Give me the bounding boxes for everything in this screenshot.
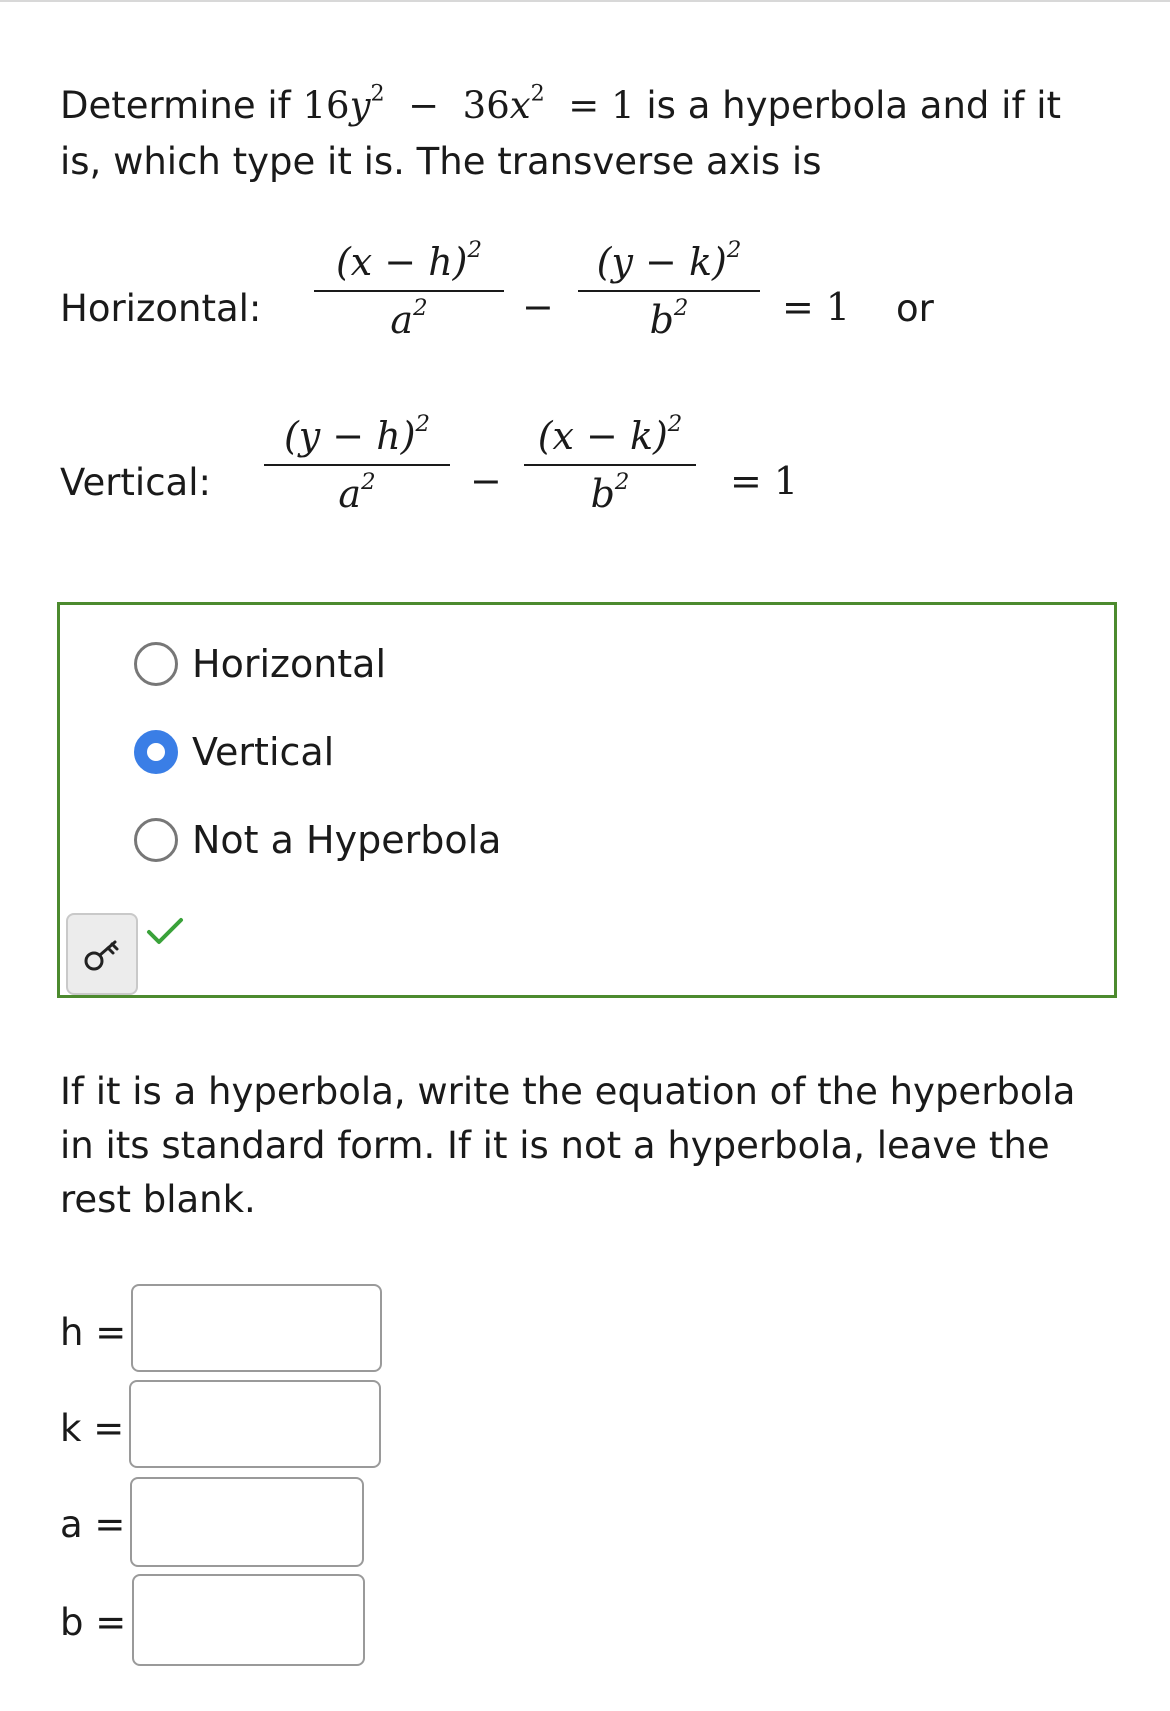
top-divider: [0, 0, 1170, 2]
question-suffix: is a hyperbola and if it: [646, 84, 1062, 127]
option-horizontal[interactable]: [134, 634, 386, 694]
vertical-num2: [524, 410, 696, 458]
radio-horizontal[interactable]: [134, 642, 178, 686]
horizontal-den2: [578, 294, 760, 342]
vertical-label: Vertical:: [60, 461, 211, 504]
fraction-bar: [264, 464, 450, 466]
vertical-equals: = 1: [730, 459, 799, 503]
horizontal-num2-text: (y − k): [596, 240, 727, 284]
vertical-den1-exp: 2: [361, 468, 376, 495]
instructions-line-2: in its standard form. If it is not a hyperbola, leave the: [60, 1124, 1050, 1167]
eq-equals: =: [568, 84, 600, 127]
a-label: a =: [60, 1503, 126, 1546]
eq-var2: x: [509, 84, 531, 127]
vertical-fraction-1: [264, 410, 450, 516]
vertical-minus: −: [470, 459, 502, 503]
check-icon: [146, 916, 184, 946]
option-horizontal-label: Horizontal: [192, 642, 387, 686]
radio-not-hyperbola[interactable]: [134, 818, 178, 862]
h-input[interactable]: [131, 1284, 382, 1372]
key-icon: [82, 934, 122, 974]
a-input[interactable]: [130, 1477, 364, 1567]
option-not-hyperbola[interactable]: [134, 810, 501, 870]
horizontal-num2-exp: 2: [726, 236, 742, 263]
horizontal-num1-exp: 2: [467, 236, 483, 263]
horizontal-fraction-1: [314, 236, 504, 342]
radio-vertical[interactable]: [134, 730, 178, 774]
eq-coef2: 36: [462, 84, 510, 127]
vertical-num1-exp: 2: [415, 410, 431, 437]
question-line-1: [60, 78, 1061, 133]
vertical-den2: [524, 468, 696, 516]
vertical-den2-text: b: [590, 472, 615, 516]
fraction-bar: [314, 290, 504, 292]
horizontal-den1-text: a: [390, 298, 414, 342]
eq-var1: y: [349, 84, 371, 127]
fraction-bar: [578, 290, 760, 292]
eq-minus: −: [408, 84, 440, 127]
eq-exp1: 2: [370, 80, 385, 107]
horizontal-den1: [314, 294, 504, 342]
h-label: h =: [60, 1311, 127, 1354]
horizontal-den2-exp: 2: [673, 294, 689, 321]
horizontal-or: or: [896, 287, 934, 330]
k-label: k =: [60, 1407, 125, 1450]
question-line-2: is, which type it is. The transverse axis is: [60, 140, 822, 183]
vertical-den2-exp: 2: [614, 468, 630, 495]
instructions-line-3: rest blank.: [60, 1178, 256, 1221]
horizontal-den1-exp: 2: [413, 294, 428, 321]
horizontal-num2: [578, 236, 760, 284]
fraction-bar: [524, 464, 696, 466]
eq-exp2: 2: [530, 80, 545, 107]
b-input[interactable]: [132, 1574, 365, 1666]
vertical-den1-text: a: [338, 472, 362, 516]
option-not-hyperbola-label: Not a Hyperbola: [192, 818, 502, 862]
question-intro: Determine if: [60, 84, 291, 127]
horizontal-den2-text: b: [649, 298, 674, 342]
equation: [302, 80, 646, 127]
horizontal-equals: = 1: [782, 285, 851, 329]
vertical-num2-text: (x − k): [537, 414, 668, 458]
vertical-num2-exp: 2: [667, 410, 683, 437]
key-button[interactable]: [66, 913, 138, 995]
eq-rhs: 1: [611, 84, 635, 127]
b-label: b =: [60, 1601, 127, 1644]
vertical-den1: [264, 468, 450, 516]
vertical-num1: [264, 410, 450, 458]
horizontal-num1: [314, 236, 504, 284]
horizontal-fraction-2: [578, 236, 760, 342]
eq-coef1: 16: [302, 84, 350, 127]
horizontal-minus: −: [522, 285, 554, 329]
instructions-line-1: If it is a hyperbola, write the equation of the hyperbola: [60, 1070, 1076, 1113]
horizontal-label: Horizontal:: [60, 287, 262, 330]
vertical-num1-text: (y − h): [283, 414, 416, 458]
k-input[interactable]: [129, 1380, 381, 1468]
option-vertical[interactable]: [134, 722, 334, 782]
horizontal-num1-text: (x − h): [335, 240, 468, 284]
vertical-fraction-2: [524, 410, 696, 516]
option-vertical-label: Vertical: [192, 730, 335, 774]
